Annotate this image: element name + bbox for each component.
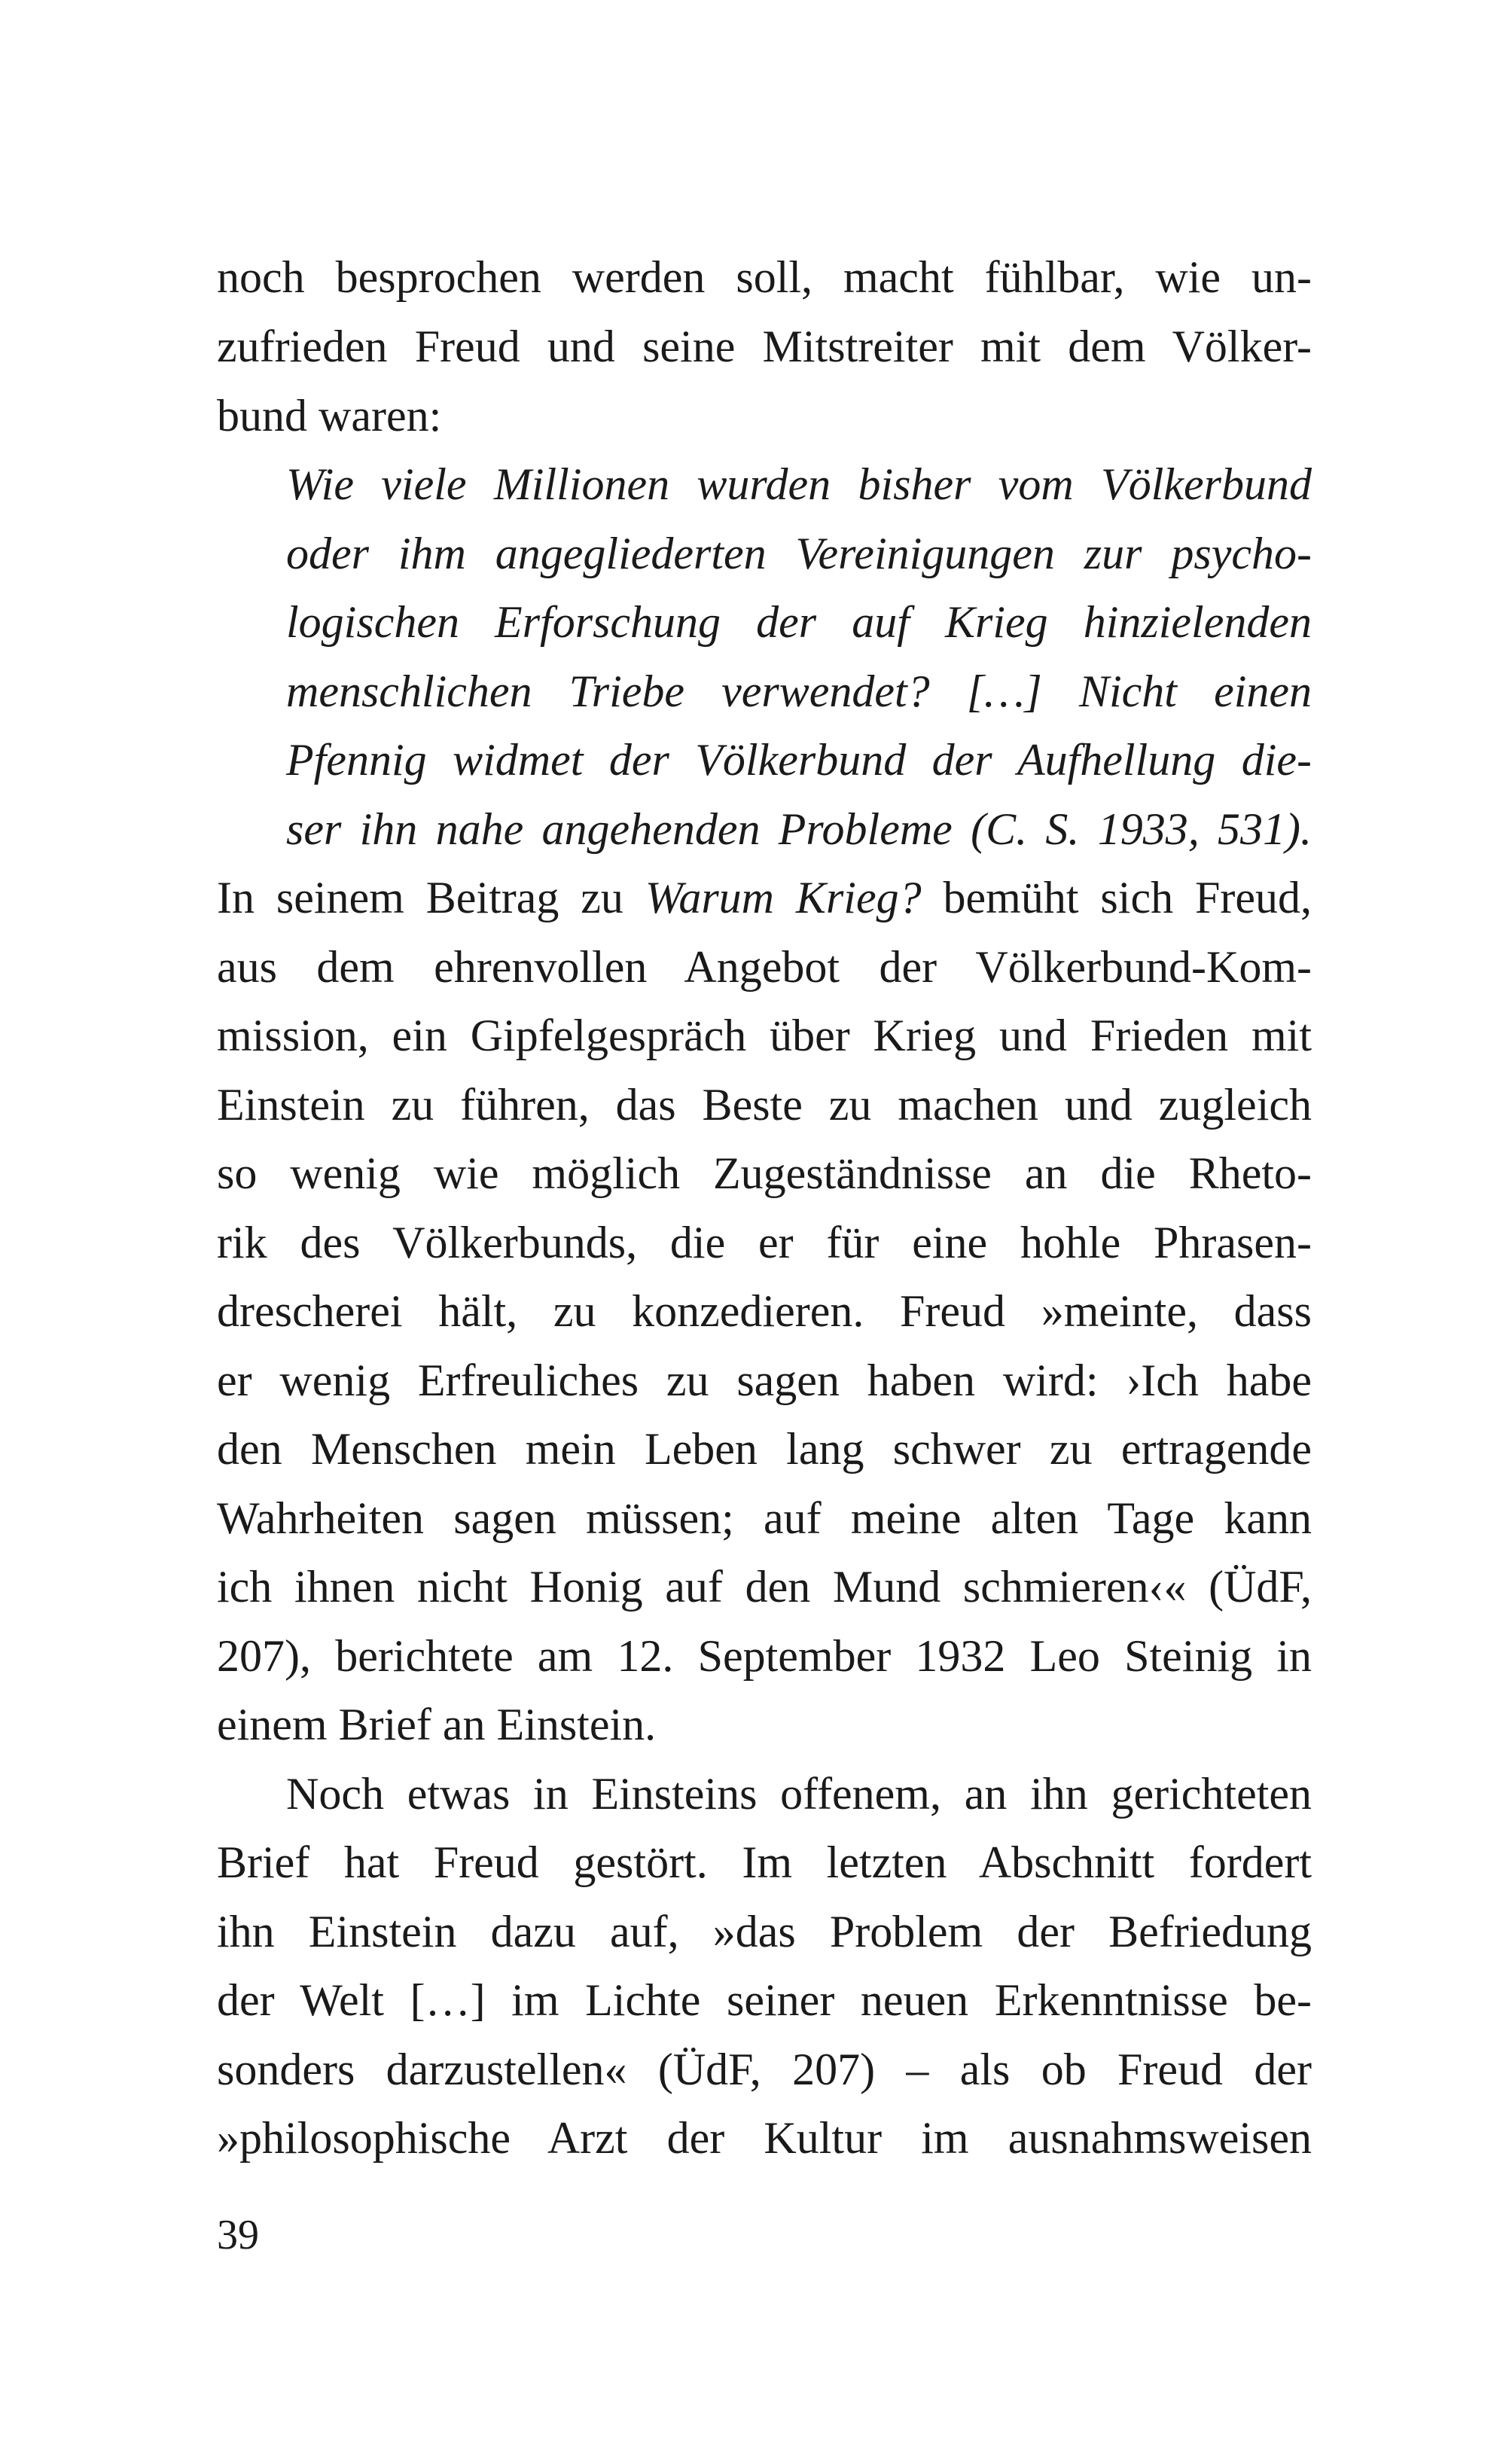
text-line: einem Brief an Einstein. [217, 1700, 657, 1749]
block-quote-line: Wie viele Millionen wurden bisher vom Völkerbund [286, 459, 1312, 509]
text-before-title: In seinem Beitrag zu [217, 873, 645, 922]
text-line: zufrieden Freud und seine Mitstreiter mit dem Völker- [217, 322, 1312, 371]
text-line: ihn Einstein dazu auf, »das Problem der Befriedung [217, 1907, 1312, 1956]
text-line: er wenig Erfreuliches zu sagen haben wird: ›Ich habe [217, 1356, 1312, 1405]
text-line: Wahrheiten sagen müssen; auf meine alten Tage kann [217, 1493, 1312, 1543]
text-line: »philosophische Arzt der Kultur im ausnahmsweisen [217, 2113, 1312, 2163]
book-title: Warum Krieg? [645, 873, 922, 922]
text-line: Noch etwas in Einsteins offenem, an ihn gerichteten [286, 1769, 1312, 1819]
text-line: bund waren: [217, 391, 442, 441]
text-line: mission, ein Gipfelgespräch über Krieg und Frieden mit [217, 1011, 1312, 1060]
text-line: 207), berichtete am 12. September 1932 Leo Steinig in [217, 1631, 1312, 1681]
text-line: ich ihnen nicht Honig auf den Mund schmieren‹« (ÜdF, [217, 1562, 1312, 1612]
text-line: noch besprochen werden soll, macht fühlbar, wie un- [217, 252, 1312, 302]
page-number: 39 [217, 2212, 259, 2258]
text-line: Brief hat Freud gestört. Im letzten Abschnitt fordert [217, 1837, 1312, 1887]
text-line: drescherei hält, zu konzedieren. Freud »meinte, dass [217, 1286, 1312, 1336]
text-line: den Menschen mein Leben lang schwer zu ertragende [217, 1424, 1312, 1474]
text-line: so wenig wie möglich Zugeständnisse an die Rheto- [217, 1148, 1312, 1198]
text-after-title: bemüht sich Freud, [921, 873, 1312, 922]
text-line: sonders darzustellen« (ÜdF, 207) – als ob Freud der [217, 2045, 1312, 2094]
text-line: der Welt […] im Lichte seiner neuen Erkenntnisse be- [217, 1975, 1312, 2025]
block-quote-line: oder ihm angegliederten Vereinigungen zur psycho- [286, 529, 1312, 578]
block-quote-line: menschlichen Triebe verwendet? […] Nicht einen [286, 666, 1312, 716]
block-quote-line: logischen Erforschung der auf Krieg hinzielenden [286, 597, 1312, 647]
block-quote-line: ser ihn nahe angehenden Probleme (C. S. 1933, 531). [286, 804, 1312, 854]
block-quote-line: Pfennig widmet der Völkerbund der Aufhellung die- [286, 735, 1312, 785]
text-line: aus dem ehrenvollen Angebot der Völkerbund-Kom- [217, 942, 1312, 992]
text-line: Einstein zu führen, das Beste zu machen und zugleich [217, 1080, 1312, 1130]
text-line: rik des Völkerbunds, die er für eine hohle Phrasen- [217, 1218, 1312, 1267]
text-line-with-title [217, 863, 1312, 932]
